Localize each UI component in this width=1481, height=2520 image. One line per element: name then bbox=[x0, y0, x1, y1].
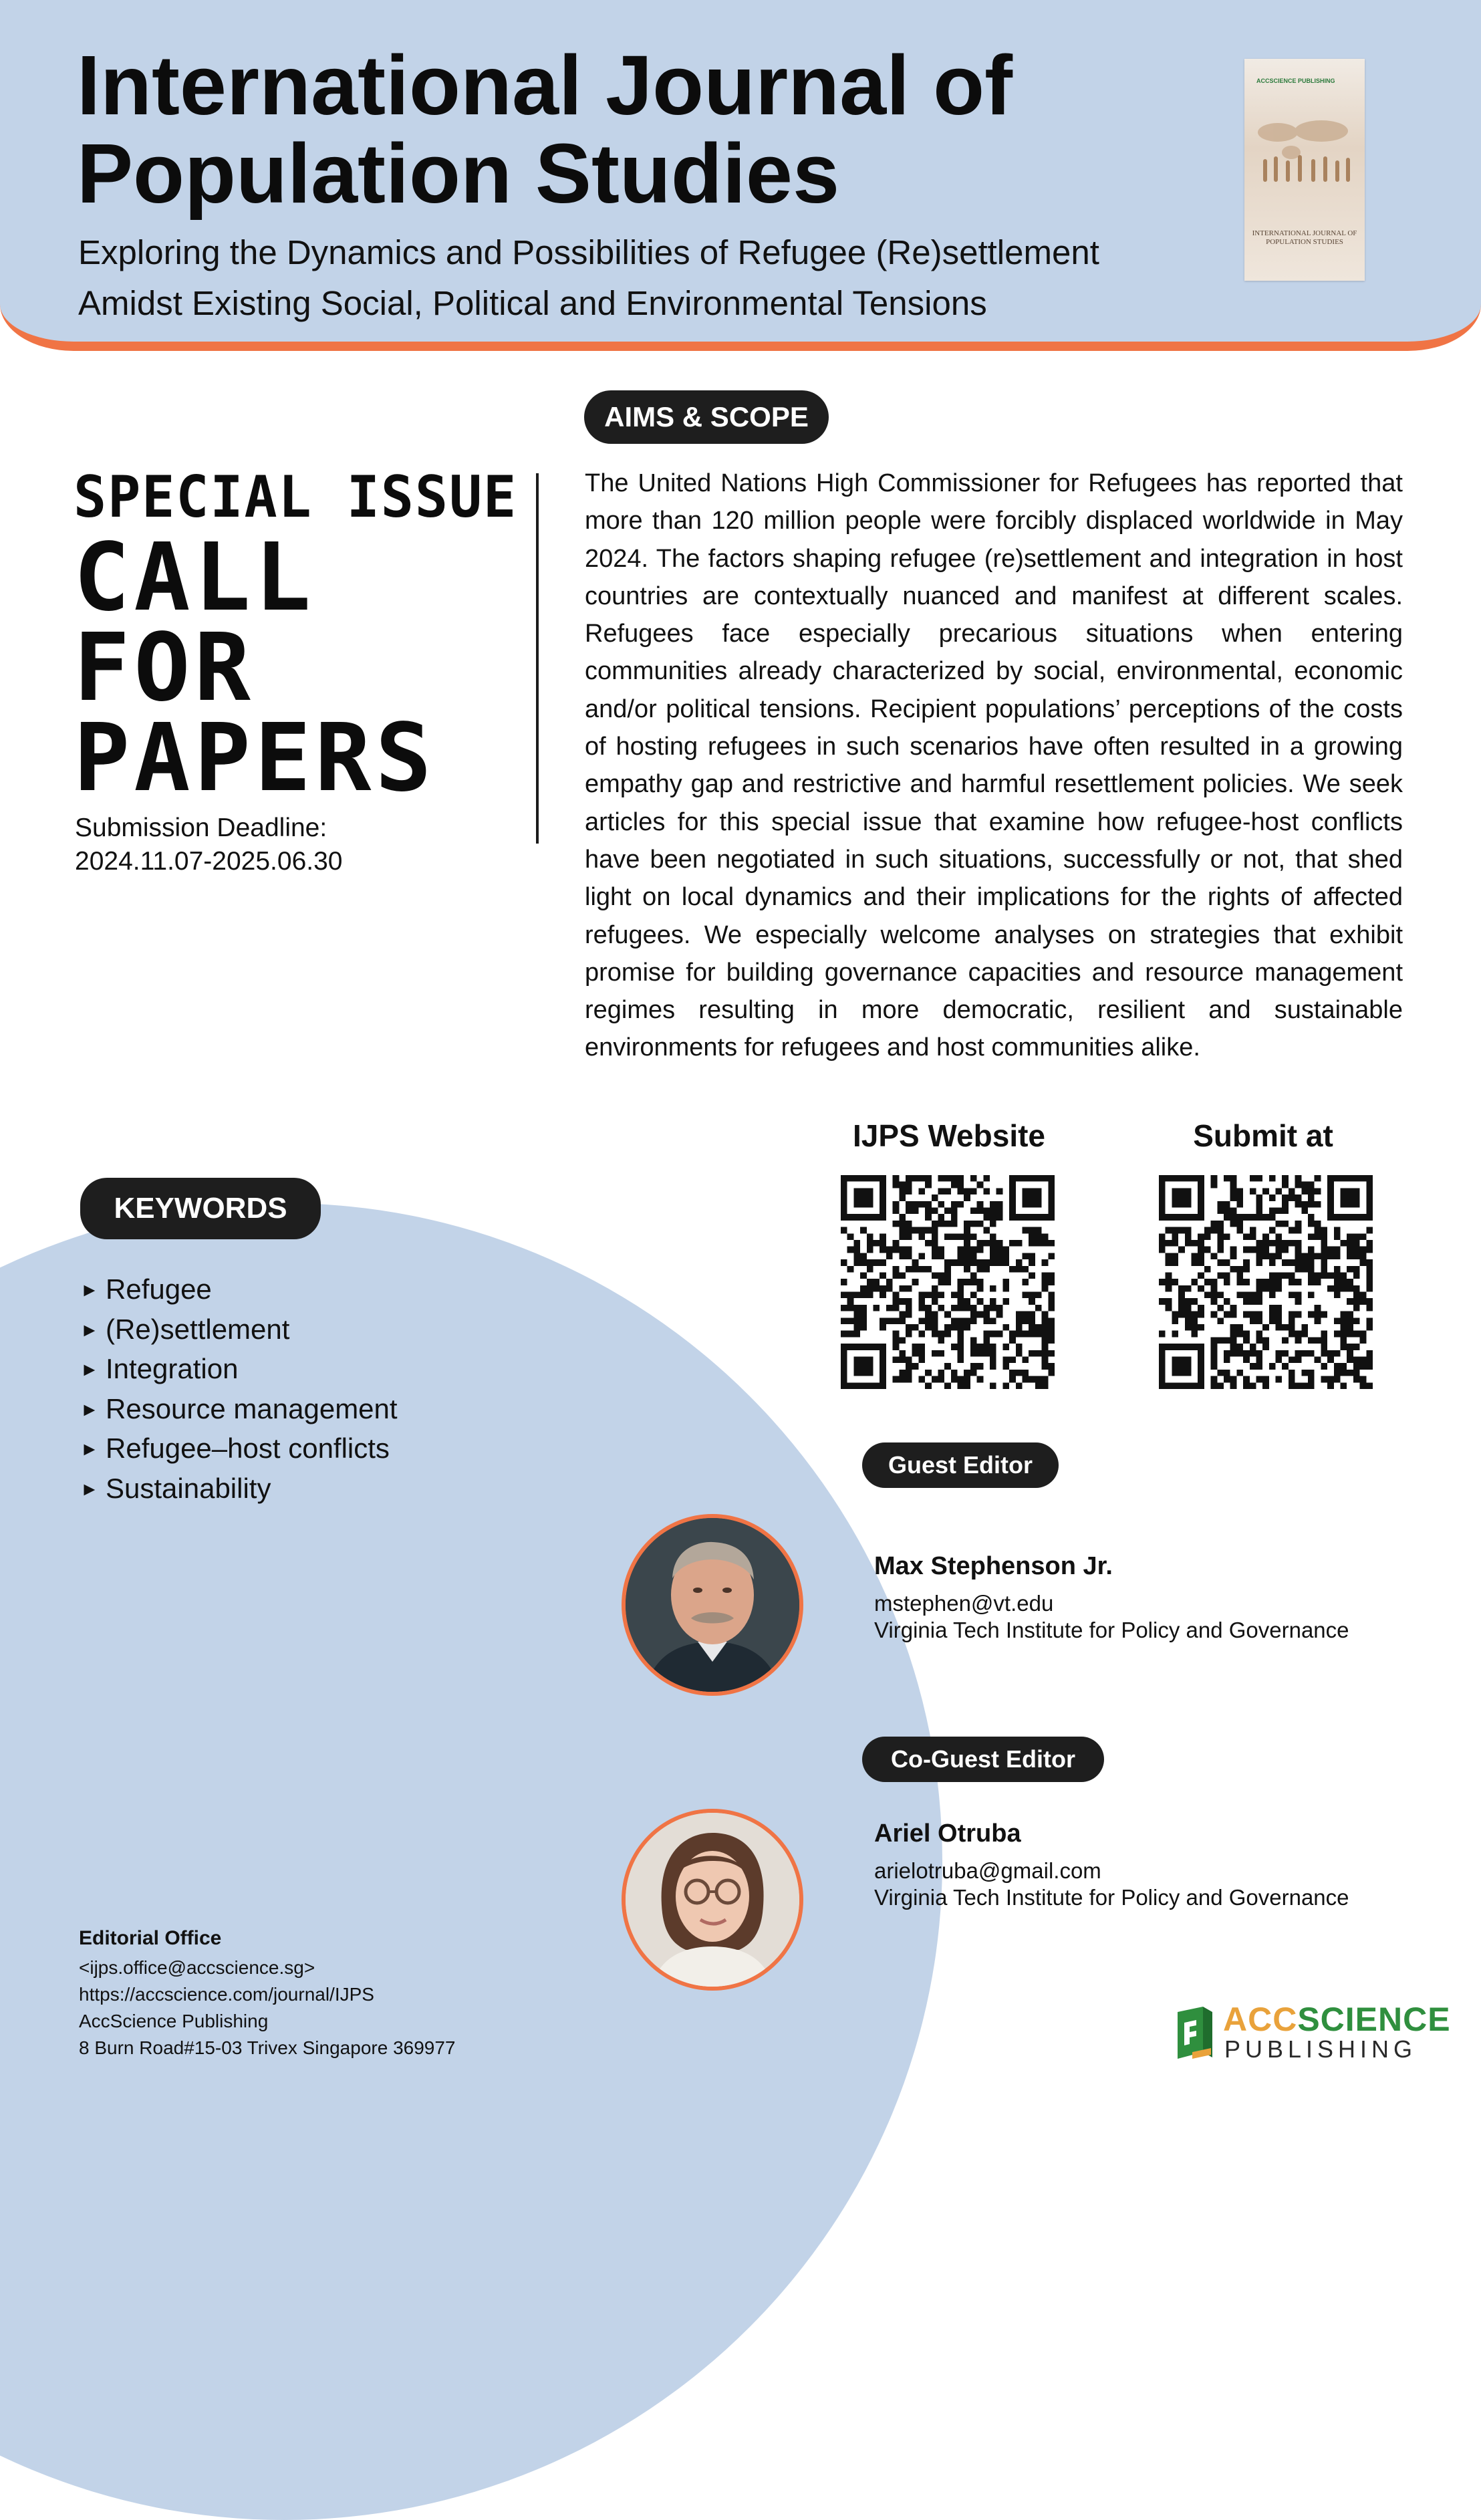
call-heading-line2: FOR bbox=[74, 614, 255, 723]
keyword-text: Refugee–host conflicts bbox=[106, 1432, 390, 1465]
bullet-triangle-icon: ► bbox=[80, 1279, 99, 1300]
keyword-text: (Re)settlement bbox=[106, 1313, 290, 1345]
aims-scope-label: AIMS & SCOPE bbox=[584, 390, 829, 444]
subtitle-line1: Exploring the Dynamics and Possibilities of Refugee (Re)settlement bbox=[78, 233, 1099, 271]
logo-wordmark bbox=[1223, 2001, 1451, 2037]
website-qr-label: IJPS Website bbox=[852, 1118, 1046, 1153]
co-guest-editor-photo bbox=[622, 1809, 803, 1991]
journal-title bbox=[77, 38, 1180, 221]
journal-title-line2: Population Studies bbox=[77, 126, 840, 221]
bullet-triangle-icon: ► bbox=[80, 1438, 99, 1460]
guest-editor-photo bbox=[622, 1514, 803, 1696]
co-guest-editor-name: Ariel Otruba bbox=[874, 1819, 1021, 1848]
logo-publishing-text: PUBLISHING bbox=[1224, 2035, 1418, 2063]
keyword-item bbox=[80, 1350, 398, 1390]
deadline-value: 2024.11.07-2025.06.30 bbox=[75, 847, 343, 876]
keyword-item bbox=[80, 1310, 398, 1350]
keyword-text: Refugee bbox=[106, 1273, 212, 1305]
keyword-text: Sustainability bbox=[106, 1472, 271, 1504]
guest-editor-email[interactable]: mstephen@vt.edu bbox=[874, 1591, 1054, 1616]
bullet-triangle-icon: ► bbox=[80, 1478, 99, 1499]
aims-scope-text: The United Nations High Commissioner for Refugees has reported that more than 120 million people were forcibly displaced worldwide in May 2024. The factors shaping refugee (re)settlement and integration in host countries are contextually nuanced and manifest at different scales. Refugees face especially precarious situations when entering communities already characterized by social, environmental, economic and/or political tensions. Recipient populations’ perceptions of the costs of hosting refugees in such scenarios have often resulted in a growing empathy gap and restrictive and harmful resettlement policies. We seek articles for this special issue that examine how refugee-host conflicts have been negotiated in such situations, successfully or not, that shed light on local dynamics and their implications for the rights of affected refugees. We especially welcome analyses on strategies that exhibit promise for building governance capacities and resource management regimes resulting in more democratic, resilient and sustainable environments for refugees and host communities alike. bbox=[585, 469, 1403, 1062]
logo-book-icon bbox=[1175, 2005, 1215, 2061]
co-guest-editor-affiliation: Virginia Tech Institute for Policy and Governance bbox=[874, 1885, 1349, 1910]
submit-qr-code[interactable] bbox=[1159, 1175, 1373, 1389]
portrait-man-image bbox=[626, 1518, 799, 1692]
keyword-text: Resource management bbox=[106, 1392, 398, 1424]
office-url[interactable]: https://accscience.com/journal/IJPS bbox=[79, 1984, 374, 2005]
bullet-triangle-icon: ► bbox=[80, 1319, 99, 1340]
keyword-text: Integration bbox=[106, 1353, 239, 1385]
bullet-triangle-icon: ► bbox=[80, 1359, 99, 1380]
office-email[interactable]: <ijps.office@accscience.sg> bbox=[79, 1957, 315, 1978]
co-guest-editor-label: Co-Guest Editor bbox=[862, 1737, 1104, 1782]
cover-brand: ACCSCIENCE PUBLISHING bbox=[1256, 78, 1335, 84]
special-issue-subtitle bbox=[78, 227, 1254, 329]
keywords-list bbox=[80, 1270, 398, 1509]
deadline-label: Submission Deadline: bbox=[75, 813, 327, 842]
keyword-item bbox=[80, 1429, 398, 1469]
divider-line bbox=[536, 473, 539, 844]
keyword-item bbox=[80, 1390, 398, 1430]
office-title: Editorial Office bbox=[79, 1927, 222, 1949]
office-address: 8 Burn Road#15-03 Trivex Singapore 369977 bbox=[79, 2037, 456, 2058]
bullet-triangle-icon: ► bbox=[80, 1398, 99, 1420]
journal-cover-image bbox=[1244, 59, 1365, 281]
guest-editor-name: Max Stephenson Jr. bbox=[874, 1552, 1113, 1580]
guest-editor-affiliation: Virginia Tech Institute for Policy and Governance bbox=[874, 1618, 1349, 1642]
co-guest-editor-email[interactable]: arielotruba@gmail.com bbox=[874, 1858, 1101, 1883]
accscience-logo bbox=[1175, 2001, 1451, 2065]
keyword-item bbox=[80, 1270, 398, 1310]
journal-title-line1: International Journal of bbox=[77, 38, 1013, 132]
website-qr-code[interactable] bbox=[841, 1175, 1055, 1389]
editorial-office bbox=[79, 1922, 456, 2061]
call-heading-line1: CALL bbox=[74, 523, 315, 632]
logo-science-text: SCIENCE bbox=[1297, 2001, 1451, 2038]
call-heading-line3: PAPERS bbox=[74, 704, 436, 813]
special-issue-heading: SPECIAL ISSUE bbox=[74, 464, 518, 531]
portrait-woman-image bbox=[626, 1813, 799, 1987]
submit-qr-label: Submit at bbox=[1193, 1118, 1333, 1153]
subtitle-line2: Amidst Existing Social, Political and Environmental Tensions bbox=[78, 284, 987, 322]
logo-acc-text: ACC bbox=[1223, 2001, 1298, 2038]
guest-editor-label: Guest Editor bbox=[862, 1442, 1059, 1488]
keywords-label: KEYWORDS bbox=[80, 1178, 321, 1239]
office-publisher: AccScience Publishing bbox=[79, 2011, 269, 2031]
keyword-item bbox=[80, 1469, 398, 1509]
cover-world-map-graphic bbox=[1251, 112, 1358, 193]
cover-title: INTERNATIONAL JOURNAL OF POPULATION STUDIES bbox=[1252, 229, 1357, 246]
